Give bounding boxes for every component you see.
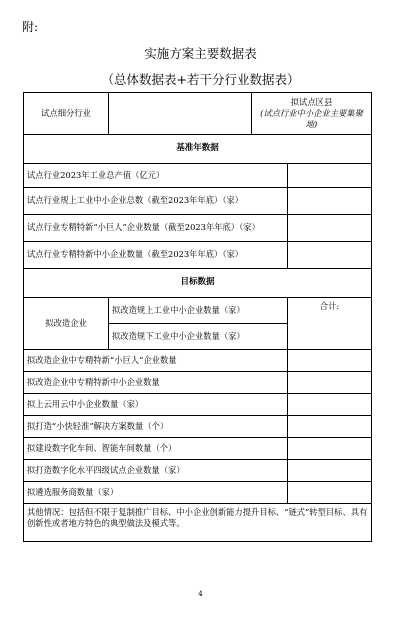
industry-value-cell[interactable] xyxy=(109,93,252,135)
section-target-heading: 目标数据 xyxy=(24,269,372,298)
table-row xyxy=(24,482,372,504)
industry-label: 试点细分行业 xyxy=(24,93,109,135)
row-label: 拟改造企业中专精特新“小巨人”企业数量 xyxy=(24,350,288,372)
value-cell[interactable] xyxy=(288,350,372,372)
county-note: (试点行业中小企业主要集聚地) xyxy=(260,107,363,130)
row-label: 拟打造“小快轻准”解决方案数量（个） xyxy=(24,416,288,438)
row-label: 试点行业专精特新中小企业数量（截至2023年年底）（家） xyxy=(24,242,288,269)
attachment-label: 附: xyxy=(22,20,39,34)
row-label: 试点行业2023年工业总产值（亿元） xyxy=(24,164,288,188)
value-cell[interactable] xyxy=(288,242,372,269)
table-row xyxy=(24,350,372,372)
data-table xyxy=(23,92,372,542)
row-label: 拟上云用云中小企业数量（家） xyxy=(24,394,288,416)
county-label: 拟试点区县 xyxy=(290,96,333,107)
transform-label: 拟改造企业 xyxy=(24,298,109,350)
row-label: 拟建设数字化车间、智能车间数量（个） xyxy=(24,438,288,460)
other-row xyxy=(24,504,372,542)
section-row xyxy=(24,135,372,164)
table-row xyxy=(24,438,372,460)
table-row xyxy=(24,215,372,242)
section-row xyxy=(24,269,372,298)
county-cell xyxy=(252,93,372,135)
value-cell[interactable] xyxy=(288,460,372,482)
table-row xyxy=(24,242,372,269)
table-row xyxy=(24,460,372,482)
total-label: 合计: xyxy=(319,301,340,311)
value-cell[interactable] xyxy=(288,164,372,188)
row-label: 试点行业规上工业中小企业总数（截至2023年年底）（家） xyxy=(24,188,288,215)
value-cell[interactable] xyxy=(288,438,372,460)
table-row xyxy=(24,372,372,394)
table-row xyxy=(24,416,372,438)
row-label: 拟改造企业中专精特新中小企业数量 xyxy=(24,372,288,394)
document-subtitle: （总体数据表+若干分行业数据表） xyxy=(101,72,300,87)
industry-row xyxy=(24,93,372,135)
value-cell[interactable] xyxy=(288,372,372,394)
value-cell[interactable] xyxy=(288,394,372,416)
section-base-heading: 基准年数据 xyxy=(24,135,372,164)
row-label: 试点行业专精特新“小巨人”企业数量（截至2023年年底）（家） xyxy=(24,215,288,242)
total-cell[interactable] xyxy=(288,298,372,350)
value-cell[interactable] xyxy=(288,215,372,242)
table-row xyxy=(24,188,372,215)
value-cell[interactable] xyxy=(288,188,372,215)
table-row xyxy=(24,164,372,188)
transform-row xyxy=(24,298,372,324)
document-title: 实施方案主要数据表 xyxy=(144,46,257,61)
page-number: 4 xyxy=(198,590,203,598)
row-label: 拟遴选服务商数量（家） xyxy=(24,482,288,504)
table-row xyxy=(24,394,372,416)
row-label: 拟改造规上工业中小企业数量（家） xyxy=(109,298,288,324)
row-label: 拟改造规下工业中小企业数量（家） xyxy=(109,324,288,350)
other-info-cell[interactable]: 其他情况：包括但不限于复制推广目标、中小企业创新能力提升目标、“链式”转型目标、具有创新性或者地方特色的典型做法及模式等。 xyxy=(24,504,372,542)
row-label: 拟打造数字化水平四级试点企业数量（家） xyxy=(24,460,288,482)
value-cell[interactable] xyxy=(288,482,372,504)
value-cell[interactable] xyxy=(288,416,372,438)
